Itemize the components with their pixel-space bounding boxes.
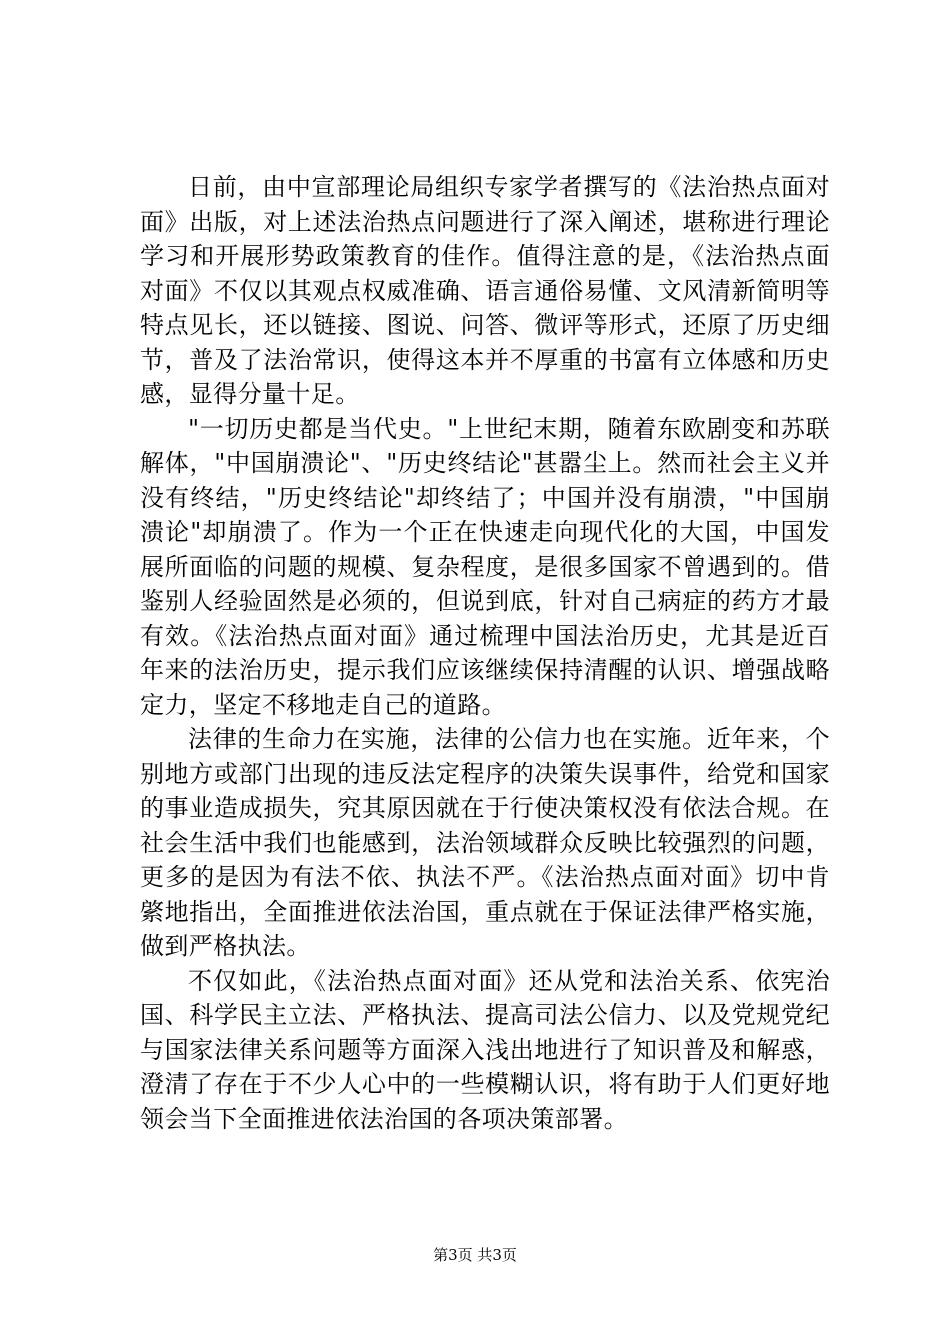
document-body [140, 170, 830, 1136]
page-number-footer: 第3页 共3页 [433, 1246, 517, 1264]
paragraph-4: 不仅如此，《法治热点面对面》还从党和法治关系、依宪治国、科学民主立法、严格执法、提高司法公信力、以及党规党纪与国家法律关系问题等方面深入浅出地进行了知识普及和解惑，澄清了存在于不少人心中的一些模糊认识，将有助于人们更好地领会当下全面推进依法治国的各项决策部署。 [140, 966, 830, 1133]
paragraph-2: "一切历史都是当代史。"上世纪末期，随着东欧剧变和苏联解体，"中国崩溃论"、"历史终结论"甚嚣尘上。然而社会主义并没有终结，"历史终结论"却终结了；中国并没有崩溃，"中国崩溃论"却崩溃了。作为一个正在快速走向现代化的大国，中国发展所面临的问题的规模、复杂程度，是很多国家不曾遇到的。借鉴别人经验固然是必须的，但说到底，针对自己病症的药方才最有效。《法治热点面对面》通过梳理中国法治历史，尤其是近百年来的法治历史，提示我们应该继续保持清醒的认识、增强战略定力，坚定不移地走自己的道路。 [140, 414, 830, 719]
paragraph-1: 日前，由中宣部理论局组织专家学者撰写的《法治热点面对面》出版，对上述法治热点问题进行了深入阐述，堪称进行理论学习和开展形势政策教育的佳作。值得注意的是，《法治热点面对面》不仅以其观点权威准确、语言通俗易懂、文风清新简明等特点见长，还以链接、图说、问答、微评等形式，还原了历史细节，普及了法治常识，使得这本并不厚重的书富有立体感和历史感，显得分量十足。 [140, 173, 830, 408]
paragraph-3: 法律的生命力在实施，法律的公信力也在实施。近年来，个别地方或部门出现的违反法定程序的决策失误事件，给党和国家的事业造成损失，究其原因就在于行使决策权没有依法合规。在社会生活中我们也能感到，法治领域群众反映比较强烈的问题，更多的是因为有法不依、执法不严。《法治热点面对面》切中肯綮地指出，全面推进依法治国，重点就在于保证法律严格实施，做到严格执法。 [140, 725, 830, 960]
